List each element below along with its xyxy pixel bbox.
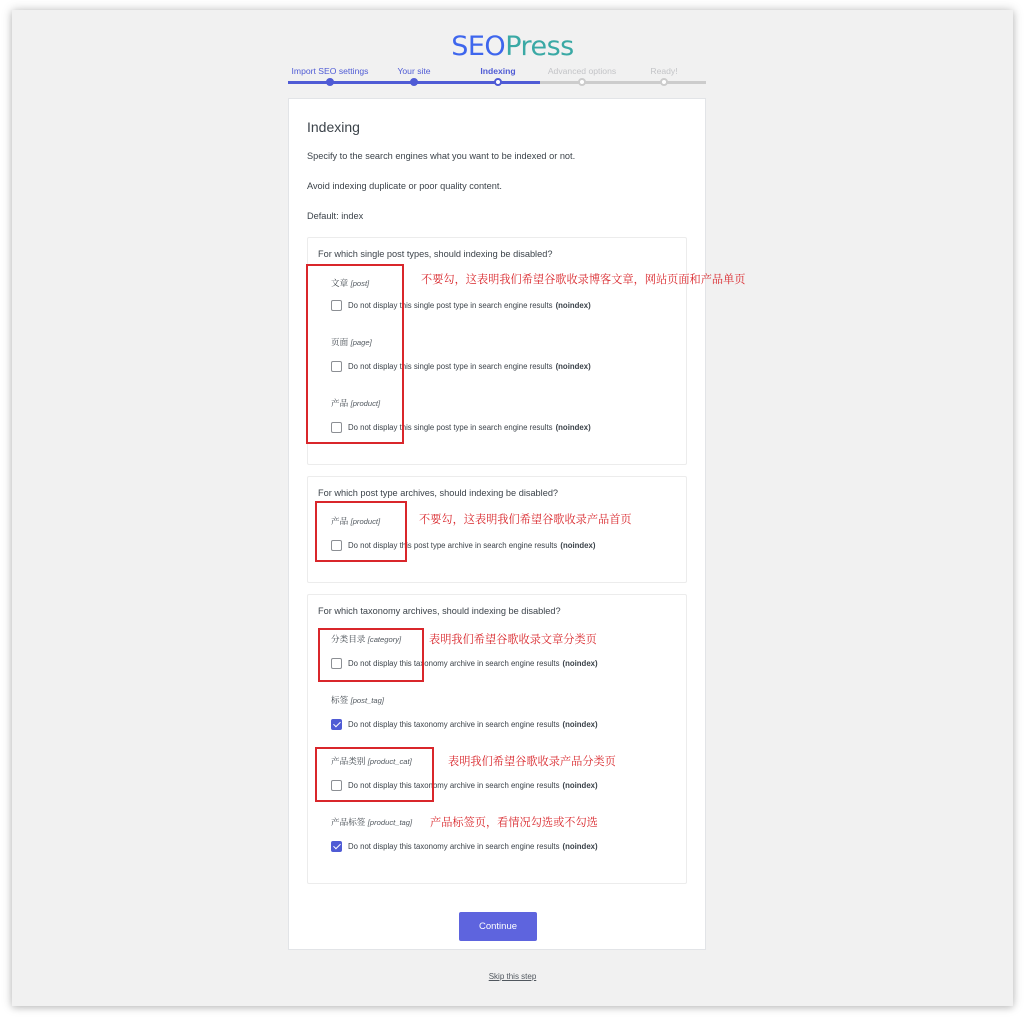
taxonomy-slug: [post_tag] <box>350 696 384 705</box>
noindex-option-post-tag[interactable] <box>331 718 598 730</box>
section-question: For which taxonomy archives, should indexing be disabled? <box>318 606 561 616</box>
post-type-slug: [post] <box>350 279 370 288</box>
noindex-checkbox[interactable] <box>331 719 342 730</box>
step-your-site[interactable] <box>372 65 456 95</box>
annotation-note: 不要勾，这表明我们希望谷歌收录博客文章，网站页面和产品单页 <box>421 273 746 286</box>
taxonomy-slug: [product_cat] <box>367 757 412 766</box>
archive-slug: [product] <box>350 517 381 526</box>
option-label-bold: (noindex) <box>555 300 591 310</box>
annotation-note: 表明我们希望谷歌收录产品分类页 <box>448 755 616 768</box>
post-type-name: 文章 <box>331 278 349 288</box>
continue-button[interactable]: Continue <box>459 912 537 941</box>
taxonomy-name: 标签 <box>331 695 349 705</box>
option-label-bold: (noindex) <box>555 422 591 432</box>
step-dot <box>578 78 586 86</box>
setup-wizard-window <box>12 10 1013 1006</box>
annotation-note: 不要勾，这表明我们希望谷歌收录产品首页 <box>419 513 632 526</box>
section-question: For which post type archives, should indexing be disabled? <box>318 488 559 498</box>
post-type-slug: [product] <box>350 399 381 408</box>
step-dot <box>494 78 502 86</box>
section-question: For which single post types, should indexing be disabled? <box>318 249 553 259</box>
option-label: Do not display this single post type in search engine results <box>348 300 553 310</box>
step-advanced-options <box>540 65 624 95</box>
step-label: Indexing <box>480 66 516 76</box>
option-label-bold: (noindex) <box>562 780 598 790</box>
post-type-name: 产品 <box>331 398 349 408</box>
option-label-bold: (noindex) <box>562 658 598 668</box>
seopress-logo <box>12 31 1013 63</box>
annotation-box <box>306 264 404 444</box>
annotation-note: 表明我们希望谷歌收录文章分类页 <box>429 633 597 646</box>
step-import-seo-settings[interactable] <box>288 65 372 95</box>
option-label: Do not display this single post type in search engine results <box>348 422 553 432</box>
step-dot <box>326 78 334 86</box>
step-label: Advanced options <box>547 66 617 76</box>
archive-name: 产品 <box>331 516 349 526</box>
default-text: Default: index <box>307 211 364 221</box>
step-dot <box>660 78 668 86</box>
page-title: Indexing <box>307 119 360 135</box>
noindex-option-product-tag[interactable] <box>331 840 598 852</box>
annotation-box <box>318 628 424 682</box>
step-ready <box>622 65 706 95</box>
post-type-name: 页面 <box>331 337 349 347</box>
option-label: Do not display this post type archive in search engine results <box>348 540 558 550</box>
intro-text: Avoid indexing duplicate or poor quality content. <box>307 181 502 191</box>
wizard-steps <box>288 65 706 95</box>
option-label: Do not display this single post type in search engine results <box>348 361 553 371</box>
step-dot <box>410 78 418 86</box>
taxonomy-slug: [product_tag] <box>367 818 413 827</box>
post-type-slug: [page] <box>350 338 372 347</box>
annotation-note: 产品标签页，看情况勾选或不勾选 <box>430 816 598 829</box>
step-label: Ready! <box>650 66 678 76</box>
noindex-checkbox[interactable] <box>331 841 342 852</box>
option-label: Do not display this taxonomy archive in search engine results <box>348 719 560 729</box>
taxonomy-slug: [category] <box>367 635 402 644</box>
option-label-bold: (noindex) <box>560 540 596 550</box>
option-label: Do not display this taxonomy archive in search engine results <box>348 841 560 851</box>
taxonomy-title <box>331 694 384 706</box>
annotation-box <box>315 501 407 562</box>
step-label: Import SEO settings <box>291 66 369 76</box>
option-label-bold: (noindex) <box>562 719 598 729</box>
step-indexing[interactable] <box>456 65 540 95</box>
option-label-bold: (noindex) <box>562 841 598 851</box>
logo-seo-text: SEO <box>451 31 506 62</box>
option-label: Do not display this taxonomy archive in search engine results <box>348 658 560 668</box>
taxonomy-name: 产品标签 <box>331 817 366 827</box>
skip-step-link[interactable]: Skip this step <box>488 972 537 981</box>
intro-text: Specify to the search engines what you want to be indexed or not. <box>307 151 576 161</box>
logo-press-text: Press <box>505 31 574 62</box>
taxonomy-name: 分类目录 <box>331 634 366 644</box>
option-label-bold: (noindex) <box>555 361 591 371</box>
option-label: Do not display this taxonomy archive in search engine results <box>348 780 560 790</box>
taxonomy-name: 产品类别 <box>331 756 366 766</box>
taxonomy-title <box>331 816 412 828</box>
annotation-box <box>315 747 434 802</box>
step-label: Your site <box>397 66 431 76</box>
